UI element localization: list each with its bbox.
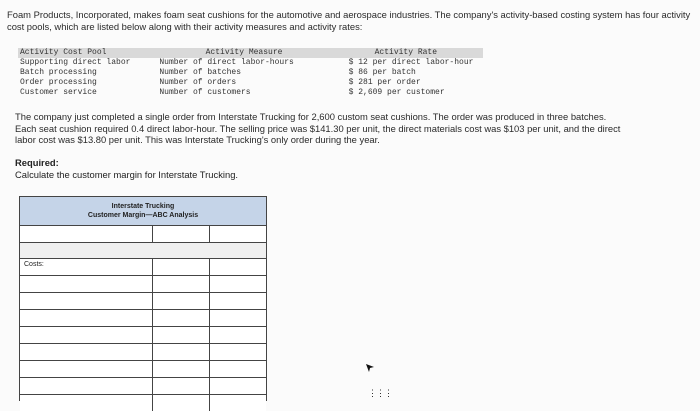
answer-label-input[interactable]	[20, 378, 153, 394]
answer-total-input[interactable]	[210, 327, 266, 343]
answer-label-input[interactable]	[20, 310, 153, 326]
answer-amount-input[interactable]	[153, 226, 210, 242]
answer-label-input[interactable]	[20, 344, 153, 360]
answer-total-input[interactable]	[210, 310, 266, 326]
header-activity-measure: Activity Measure	[205, 48, 283, 57]
table-row	[18, 58, 483, 68]
answer-label-input[interactable]	[20, 395, 153, 411]
answer-amount-input[interactable]	[153, 395, 210, 411]
activity-measure-cell: Number of batches	[159, 68, 241, 77]
activity-measure-cell: Number of orders	[159, 78, 237, 87]
answer-total-input[interactable]	[210, 378, 266, 394]
margin-table-header	[20, 197, 266, 226]
table-row	[18, 78, 483, 88]
answer-row	[20, 293, 266, 310]
activity-rate-cell: $ 86 per batch	[348, 68, 416, 77]
answer-total-input[interactable]	[210, 293, 266, 309]
spacer-row	[20, 243, 266, 259]
answer-amount-input[interactable]	[153, 344, 210, 360]
activity-rate-cell: $ 12 per direct labor-hour	[348, 58, 474, 67]
answer-total-input[interactable]	[210, 395, 266, 411]
cost-pool-cell: Supporting direct labor	[20, 58, 131, 67]
answer-row	[20, 327, 266, 344]
answer-amount-input[interactable]	[153, 310, 210, 326]
more-dots-icon[interactable]: ⋮⋮⋮	[368, 388, 392, 398]
required-instruction: Calculate the customer margin for Interstate Trucking.	[15, 169, 239, 180]
answer-total-input[interactable]	[210, 226, 266, 242]
mouse-cursor-icon	[365, 363, 375, 376]
activity-rate-cell: $ 281 per order	[348, 78, 421, 87]
header-activity-rate: Activity Rate	[374, 48, 438, 57]
answer-amount-input[interactable]	[153, 378, 210, 394]
margin-table-subtitle: Customer Margin—ABC Analysis	[87, 212, 199, 219]
costs-row	[20, 259, 266, 276]
cost-pool-cell: Batch processing	[20, 68, 97, 77]
answer-amount-input[interactable]	[153, 276, 210, 292]
activity-rates-table	[18, 48, 483, 98]
costs-total-cell	[210, 259, 266, 275]
table-row	[18, 88, 483, 98]
costs-label: Costs:	[20, 259, 153, 275]
answer-total-input[interactable]	[210, 276, 266, 292]
header-cost-pool: Activity Cost Pool	[20, 48, 107, 57]
customer-margin-answer-table	[19, 196, 267, 401]
answer-row	[20, 276, 266, 293]
required-heading: Required:	[15, 157, 59, 168]
answer-label-input[interactable]	[20, 276, 153, 292]
answer-amount-input[interactable]	[153, 361, 210, 377]
table-row	[18, 68, 483, 78]
answer-row	[20, 310, 266, 327]
answer-amount-input[interactable]	[153, 327, 210, 343]
activity-rate-cell: $ 2,609 per customer	[348, 88, 445, 97]
order-details-text: The company just completed a single order from Interstate Trucking for 2,600 custom seat cushions. The order was produced in three batches. Each seat cushion required 0.4 direct labor-hour. The selling price was $141.30 per unit, the direct materials cost was $103 per unit, and the direct labor cost was $13.80 per unit. This was Interstate Trucking's only order during the year.	[15, 111, 621, 145]
margin-table-title: Interstate Trucking	[111, 203, 175, 210]
answer-row	[20, 361, 266, 378]
problem-intro: Foam Products, Incorporated, makes foam seat cushions for the automotive and aerospace industries. The company's activity-based costing system has four activity cost pools, which are listed below along with their activity measures and activity rates:	[7, 9, 691, 32]
activity-measure-cell: Number of customers	[159, 88, 251, 97]
activity-table-header	[18, 48, 483, 58]
answer-row	[20, 378, 266, 395]
answer-label-input[interactable]	[20, 327, 153, 343]
answer-total-input[interactable]	[210, 361, 266, 377]
answer-row	[20, 344, 266, 361]
answer-label-input[interactable]	[20, 293, 153, 309]
answer-label-input[interactable]	[20, 226, 153, 242]
costs-amount-cell	[153, 259, 210, 275]
answer-row	[20, 226, 266, 243]
cost-pool-cell: Customer service	[20, 88, 97, 97]
answer-amount-input[interactable]	[153, 293, 210, 309]
answer-total-input[interactable]	[210, 344, 266, 360]
cost-pool-cell: Order processing	[20, 78, 97, 87]
activity-measure-cell: Number of direct labor-hours	[159, 58, 294, 67]
answer-label-input[interactable]	[20, 361, 153, 377]
answer-row	[20, 395, 266, 411]
